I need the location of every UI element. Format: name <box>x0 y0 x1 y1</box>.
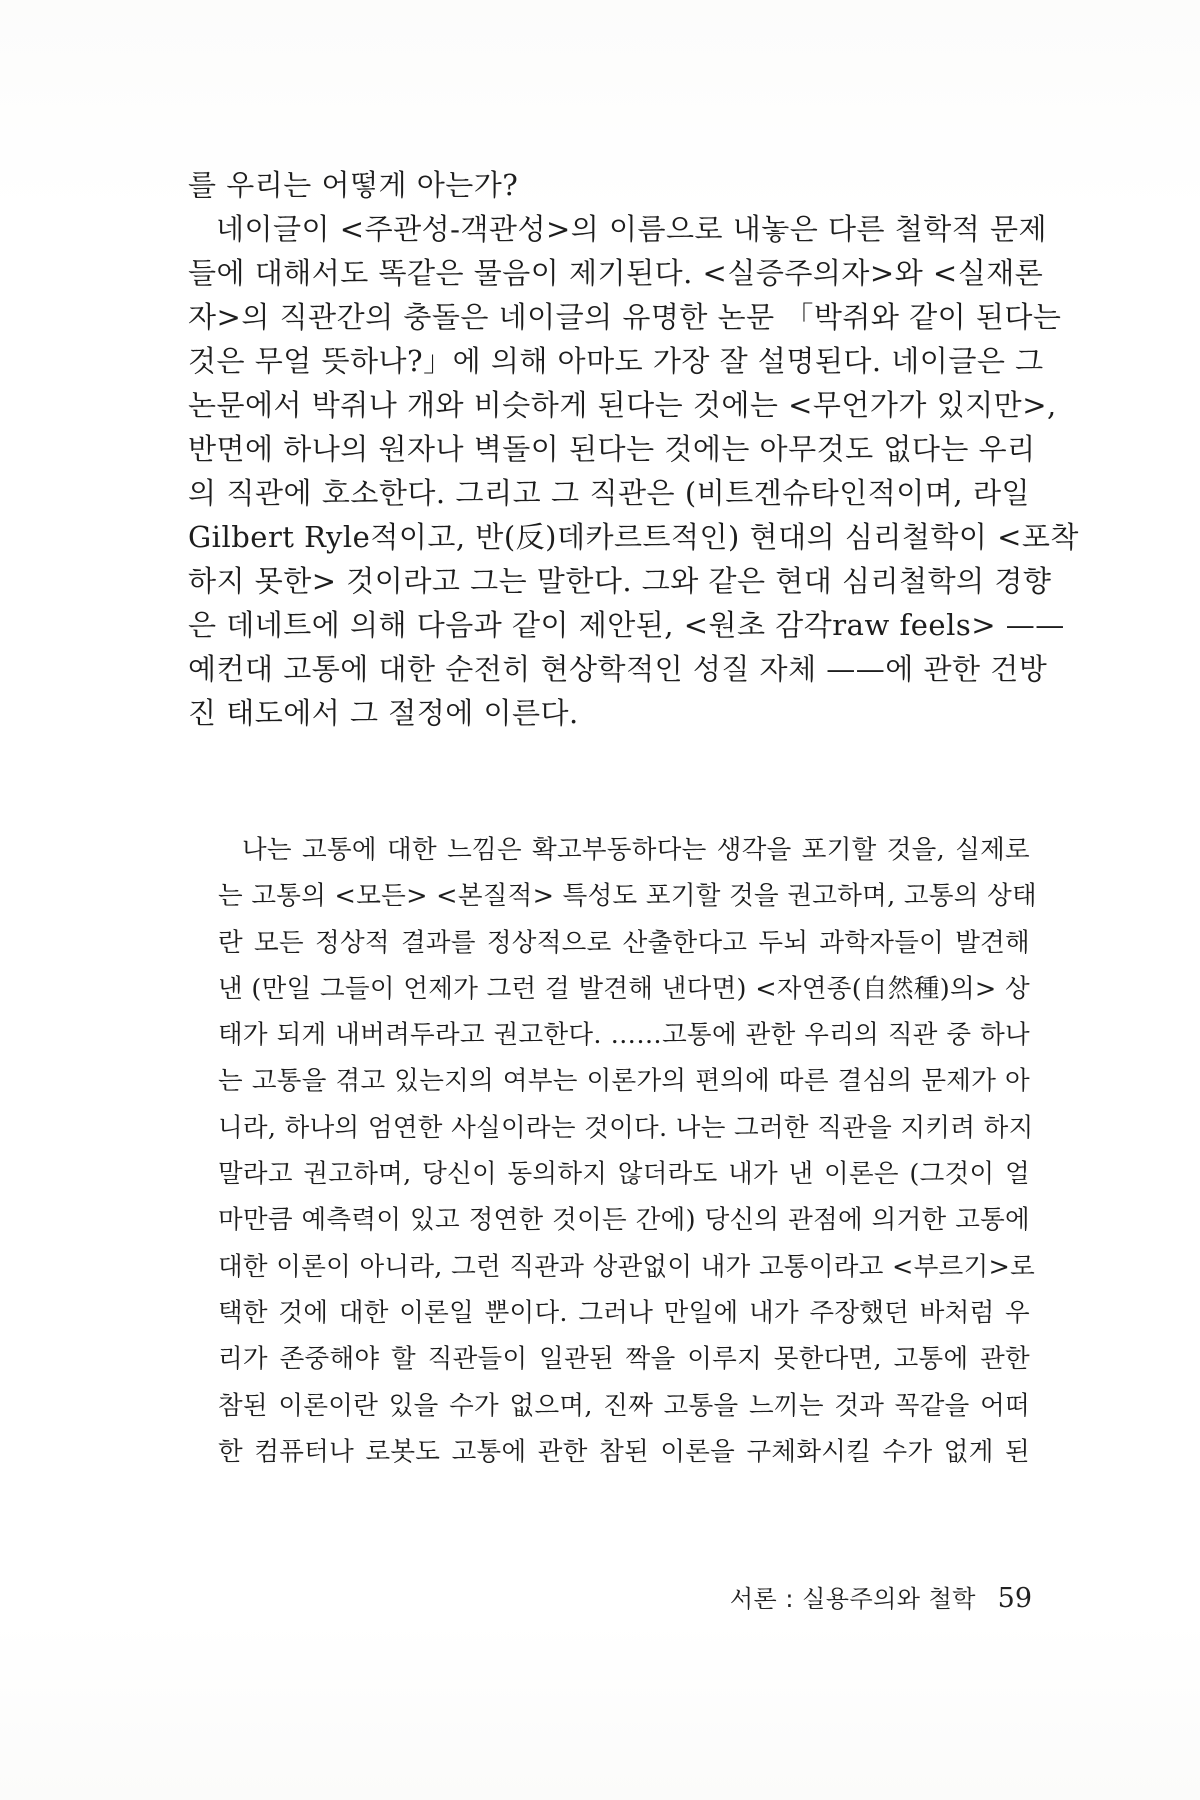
quote-line: 마만큼 예측력이 있고 정연한 것이든 간에) 당신의 관점에 의거한 고통에 <box>218 1205 1030 1236</box>
block-quote <box>218 827 1037 1475</box>
text-line: 들에 대해서도 똑같은 물음이 제기된다. <실증주의자>와 <실재론 <box>188 256 1044 290</box>
quote-line: 는 고통의 <모든> <본질적> 특성도 포기할 것을 권고하며, 고통의 상태 <box>218 881 1037 912</box>
quote-line: 한 컴퓨터나 로봇도 고통에 관한 참된 이론을 구체화시킬 수가 없게 된 <box>218 1436 1030 1467</box>
quote-line: 태가 되게 내버려두라고 권고한다. ……고통에 관한 우리의 직관 중 하나 <box>218 1020 1030 1051</box>
text-line: 자>의 직관간의 충돌은 네이글의 유명한 논문 「박쥐와 같이 된다는 <box>188 300 1062 334</box>
quote-line: 낸 (만일 그들이 언제가 그런 걸 발견해 낸다면) <자연종(自然種)의> 상 <box>218 973 1030 1004</box>
quote-line: 란 모든 정상적 결과를 정상적으로 산출한다고 두뇌 과학자들이 발견해 <box>218 927 1030 958</box>
text-line: 예컨대 고통에 대한 순전히 현상학적인 성질 자체 ——에 관한 건방 <box>188 652 1048 686</box>
quote-line: 나는 고통에 대한 느낌은 확고부동하다는 생각을 포기할 것을, 실제로 <box>242 835 1030 865</box>
text-line: 것은 무얼 뜻하나?」에 의해 아마도 가장 잘 설명된다. 네이글은 그 <box>188 344 1044 378</box>
quote-line: 말라고 권고하며, 당신이 동의하지 않더라도 내가 낸 이론은 (그것이 얼 <box>218 1159 1030 1190</box>
text-line: 하지 못한> 것이라고 그는 말한다. 그와 같은 현대 심리철학의 경향 <box>188 564 1052 598</box>
text-line: 를 우리는 어떻게 아는가? <box>188 168 519 202</box>
quote-line: 택한 것에 대한 이론일 뿐이다. 그러나 만일에 내가 주장했던 바처럼 우 <box>218 1297 1030 1328</box>
quote-line: 참된 이론이란 있을 수가 없으며, 진짜 고통을 느끼는 것과 꼭같을 어떠 <box>218 1390 1030 1421</box>
page-number: 59 <box>997 1583 1032 1614</box>
running-title: 서론 : 실용주의와 철학 <box>729 1585 976 1613</box>
text-line: 은 데네트에 의해 다음과 같이 제안된, <원초 감각raw feels> —— <box>188 608 1065 642</box>
quote-line: 리가 존중해야 할 직관들이 일관된 짝을 이루지 못한다면, 고통에 관한 <box>218 1344 1030 1375</box>
text-line: 진 태도에서 그 절정에 이른다. <box>188 696 579 730</box>
text-line: Gilbert Ryle적이고, 반(反)데카르트적인) 현대의 심리철학이 <포착 <box>188 520 1079 554</box>
text-line: 의 직관에 호소한다. 그리고 그 직관은 (비트겐슈타인적이며, 라일 <box>188 476 1030 510</box>
quote-line: 는 고통을 겪고 있는지의 여부는 이론가의 편의에 따른 결심의 문제가 아 <box>218 1066 1030 1097</box>
text-line: 반면에 하나의 원자나 벽돌이 된다는 것에는 아무것도 없다는 우리 <box>188 432 1036 466</box>
text-line: 네이글이 <주관성-객관성>의 이름으로 내놓은 다른 철학적 문제 <box>216 212 1048 246</box>
quote-line: 니라, 하나의 엄연한 사실이라는 것이다. 나는 그러한 직관을 지키려 하지 <box>218 1112 1034 1143</box>
quote-line: 대한 이론이 아니라, 그런 직관과 상관없이 내가 고통이라고 <부르기>로 <box>218 1251 1036 1282</box>
main-paragraph <box>188 163 1079 735</box>
text-line: 논문에서 박쥐나 개와 비슷하게 된다는 것에는 <무언가가 있지만>, <box>188 388 1057 422</box>
page-footer <box>730 1582 1032 1616</box>
